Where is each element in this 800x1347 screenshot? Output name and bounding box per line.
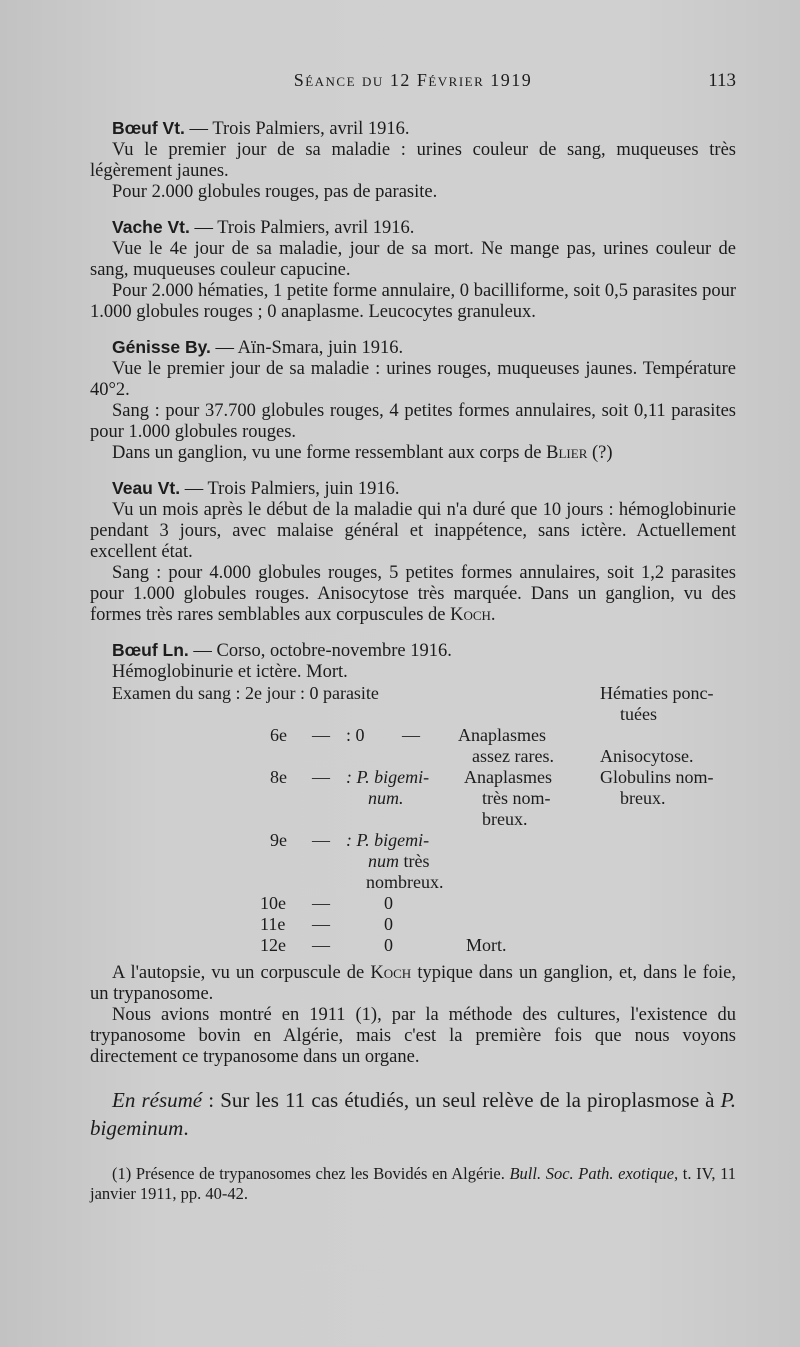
exam-value: 0	[384, 893, 393, 913]
paragraph: Nous avions montré en 1911 (1), par la méthode des cultures, l'existence du trypanosome bovin en Algérie, mais c'est la première fois que nous voyons directement ce trypanosome dans un organe.	[90, 1005, 736, 1067]
species-name: num	[368, 851, 399, 871]
blood-exam-table	[90, 683, 736, 955]
exam-day: 9e	[270, 830, 287, 850]
paragraph: Hémoglobinurie et ictère. Mort.	[112, 662, 348, 682]
conclusion-text	[90, 1086, 736, 1142]
exam-note: Mort.	[466, 935, 507, 955]
conclusion-body: : Sur les 11 cas étudiés, un seul relève de la piroplasmose à	[202, 1088, 721, 1112]
author-name: Koch	[450, 605, 491, 625]
animal-name: Bœuf Vt.	[112, 118, 185, 138]
entry-place-date: — Trois Palmiers, juin 1916.	[180, 479, 400, 499]
paragraph	[90, 963, 736, 1005]
entry-heading	[90, 337, 736, 359]
exam-dash: —	[312, 893, 330, 913]
exam-dash: —	[402, 725, 420, 745]
paragraph-text: typique dans un ganglion, et, dans le foie, un trypanosome.	[90, 963, 737, 1004]
exam-note: Globulins nom-	[600, 767, 714, 787]
paragraph: Sang : pour 37.700 globules rouges, 4 petites formes annulaires, soit 0,11 parasites pour 1.000 globules rouges.	[90, 401, 736, 442]
paragraph: Vue le premier jour de sa maladie : urines rouges, muqueuses jaunes. Température 40°2.	[90, 359, 736, 400]
exam-dash: —	[312, 830, 330, 850]
footnote-text	[90, 1164, 736, 1204]
exam-day: 8e	[270, 767, 287, 787]
paragraph: Vu le premier jour de sa maladie : urines couleur de sang, muqueuses très légèrement jaunes.	[90, 140, 736, 181]
footnote-body: (1) Présence de trypanosomes chez les Bovidés en Algérie.	[112, 1164, 510, 1183]
footnote-body: , t. IV, 11 janvier 1911, pp. 40-42.	[90, 1164, 736, 1203]
entry-place-date: — Aïn-Smara, juin 1916.	[210, 338, 404, 358]
exam-value-text: très	[399, 851, 430, 871]
paragraph: Vu un mois après le début de la maladie qui n'a duré que 10 jours : hémoglobinurie pendant 3 jours, avec malaise général et inappétence, sans ictère. Actuellement excellent état.	[90, 500, 736, 562]
entry-heading	[90, 118, 736, 140]
paragraph-text: .	[490, 605, 496, 625]
animal-name: Génisse By.	[112, 337, 211, 357]
exam-anaplasm: Anaplasmes	[458, 725, 546, 745]
species-name: P. bigeminum	[90, 1088, 736, 1140]
exam-note: Hématies ponc-	[600, 683, 714, 703]
animal-name: Vache Vt.	[112, 217, 190, 237]
exam-value: 0	[384, 935, 393, 955]
autopsy-section	[90, 963, 736, 1068]
conclusion	[90, 1086, 736, 1142]
author-name: Koch	[370, 963, 412, 983]
exam-note: Anisocytose.	[600, 746, 694, 766]
entry-heading	[90, 478, 736, 500]
exam-dash: —	[312, 725, 330, 745]
entry-boeuf-vt	[90, 118, 736, 203]
exam-dash: —	[312, 935, 330, 955]
entry-heading	[90, 217, 736, 239]
exam-day: 6e	[270, 725, 287, 745]
exam-dash: —	[312, 767, 330, 787]
entry-vache-vt	[90, 217, 736, 323]
entry-veau-vt	[90, 478, 736, 626]
paragraph-text: A l'autopsie, vu un corpuscule de	[112, 963, 365, 983]
entry-heading	[90, 640, 736, 662]
exam-day: 10e	[260, 893, 286, 913]
entry-place-date: — Trois Palmiers, avril 1916.	[184, 119, 410, 139]
page-number: 113	[708, 70, 736, 91]
exam-note: tuées	[620, 704, 657, 724]
conclusion-end: .	[183, 1116, 189, 1140]
exam-value: : P. bigemi-	[346, 830, 430, 850]
exam-value: : P. bigemi-	[346, 767, 430, 787]
exam-dash: —	[312, 914, 330, 934]
paragraph	[90, 563, 736, 626]
paragraph-text: Dans un ganglion, vu une forme ressemblant aux corps de	[112, 443, 542, 463]
exam-note: breux.	[620, 788, 666, 808]
entry-genisse-by	[90, 337, 736, 464]
exam-anaplasm: breux.	[482, 809, 528, 829]
exam-anaplasm: assez rares.	[472, 746, 554, 766]
exam-anaplasm: Anaplasmes	[464, 767, 552, 787]
exam-value: nombreux.	[366, 872, 444, 892]
entry-place-date: — Trois Palmiers, avril 1916.	[189, 218, 415, 238]
journal-title: Bull. Soc. Path. exotique	[509, 1164, 675, 1183]
page-body	[90, 118, 736, 1204]
animal-name: Veau Vt.	[112, 478, 181, 498]
entry-boeuf-ln	[90, 640, 736, 955]
footnote	[90, 1164, 736, 1204]
exam-anaplasm: très nom-	[482, 788, 551, 808]
exam-value: num.	[368, 788, 404, 808]
paragraph-text: (?)	[587, 443, 613, 463]
exam-value: 0	[384, 914, 393, 934]
exam-value: : 0	[346, 725, 365, 745]
exam-day: 11e	[260, 914, 286, 934]
paragraph: Vue le 4e jour de sa maladie, jour de sa mort. Ne mange pas, urines couleur de sang, muqueuses couleur capucine.	[90, 239, 736, 280]
page-header	[90, 70, 736, 100]
author-name: Blier	[546, 443, 588, 463]
conclusion-lead: En résumé	[112, 1088, 203, 1112]
running-head: Séance du 12 Février 1919	[293, 70, 533, 90]
animal-name: Bœuf Ln.	[112, 640, 189, 660]
entry-place-date: — Corso, octobre-novembre 1916.	[188, 641, 452, 661]
exam-value	[368, 851, 430, 872]
paragraph	[90, 443, 736, 464]
exam-day: 12e	[260, 935, 286, 955]
paragraph: Pour 2.000 globules rouges, pas de parasite.	[112, 182, 438, 202]
paragraph: Pour 2.000 hématies, 1 petite forme annulaire, 0 bacilliforme, soit 0,5 parasites pour 1.000 globules rouges ; 0 anaplasme. Leucocytes granuleux.	[90, 281, 736, 322]
paragraph-text: Sang : pour 4.000 globules rouges, 5 petites formes annulaires, soit 1,2 parasites pour 1.000 globules rouges. Anisocytose très marquée. Dans un ganglion, vu des formes très rares semblables aux corpuscules de	[90, 563, 736, 625]
exam-lead: Examen du sang : 2e jour : 0 parasite	[112, 683, 379, 703]
